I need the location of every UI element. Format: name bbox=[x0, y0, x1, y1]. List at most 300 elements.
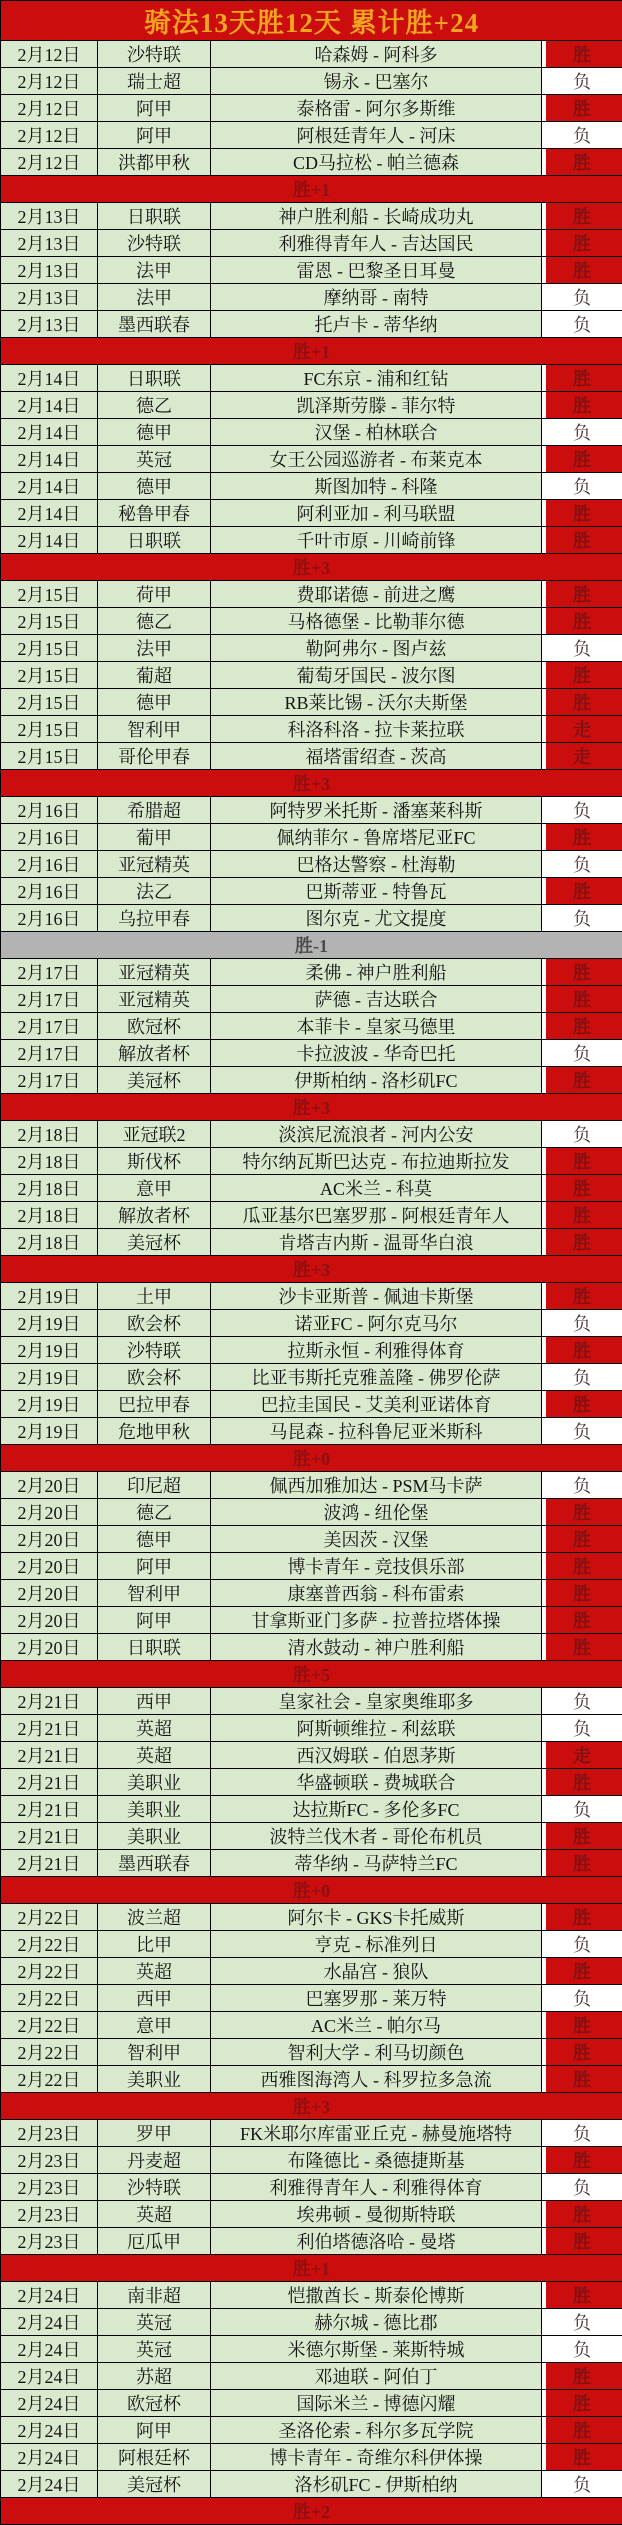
result-cell: 胜 bbox=[542, 365, 622, 392]
date-cell: 2月20日 bbox=[1, 1634, 98, 1661]
match-row bbox=[1, 2417, 622, 2444]
league-cell: 智利甲 bbox=[98, 716, 211, 743]
date-cell: 2月20日 bbox=[1, 1607, 98, 1634]
match-row bbox=[1, 230, 622, 257]
date-cell: 2月24日 bbox=[1, 2444, 98, 2471]
result-cell: 胜 bbox=[542, 2390, 622, 2417]
match-cell: 邓迪联 - 阿伯丁 bbox=[211, 2363, 542, 2390]
league-cell: 意甲 bbox=[98, 2012, 211, 2039]
match-row bbox=[1, 2228, 622, 2255]
date-cell: 2月18日 bbox=[1, 1121, 98, 1148]
date-cell: 2月15日 bbox=[1, 689, 98, 716]
result-cell: 负 bbox=[542, 797, 622, 824]
result-cell: 胜 bbox=[542, 230, 622, 257]
league-cell: 欧冠杯 bbox=[98, 1013, 211, 1040]
date-cell: 2月16日 bbox=[1, 797, 98, 824]
league-cell: 西甲 bbox=[98, 1985, 211, 2012]
day-summary-row bbox=[1, 1445, 622, 1472]
match-row bbox=[1, 2282, 622, 2309]
result-cell: 负 bbox=[542, 2120, 622, 2147]
date-cell: 2月24日 bbox=[1, 2282, 98, 2309]
result-cell: 负 bbox=[542, 284, 622, 311]
match-row bbox=[1, 2309, 622, 2336]
match-row bbox=[1, 122, 622, 149]
page-title: 骑法13天胜12天 累计胜+24 bbox=[1, 1, 622, 41]
match-cell: RB莱比锡 - 沃尔夫斯堡 bbox=[211, 689, 542, 716]
date-cell: 2月19日 bbox=[1, 1337, 98, 1364]
date-cell: 2月20日 bbox=[1, 1553, 98, 1580]
result-cell: 胜 bbox=[542, 986, 622, 1013]
league-cell: 沙特联 bbox=[98, 1337, 211, 1364]
day-summary-row bbox=[1, 770, 622, 797]
result-cell: 负 bbox=[542, 1472, 622, 1499]
result-cell: 胜 bbox=[542, 2039, 622, 2066]
match-row bbox=[1, 392, 622, 419]
result-cell: 负 bbox=[542, 1364, 622, 1391]
date-cell: 2月19日 bbox=[1, 1418, 98, 1445]
match-cell: 国际米兰 - 博德闪耀 bbox=[211, 2390, 542, 2417]
day-summary: 胜+0 bbox=[1, 1877, 622, 1904]
date-cell: 2月22日 bbox=[1, 2039, 98, 2066]
day-summary: 胜+0 bbox=[1, 1445, 622, 1472]
league-cell: 南非超 bbox=[98, 2282, 211, 2309]
match-cell: 智利大学 - 利马切颜色 bbox=[211, 2039, 542, 2066]
day-summary: 胜+3 bbox=[1, 554, 622, 581]
league-cell: 欧会杯 bbox=[98, 1364, 211, 1391]
result-cell: 胜 bbox=[542, 1499, 622, 1526]
result-cell: 负 bbox=[542, 2309, 622, 2336]
date-cell: 2月16日 bbox=[1, 878, 98, 905]
match-row bbox=[1, 1823, 622, 1850]
date-cell: 2月15日 bbox=[1, 635, 98, 662]
league-cell: 英冠 bbox=[98, 446, 211, 473]
result-cell: 胜 bbox=[542, 1067, 622, 1094]
result-cell: 胜 bbox=[542, 1283, 622, 1310]
day-summary-row bbox=[1, 2093, 622, 2120]
match-cell: 瓜亚基尔巴塞罗那 - 阿根廷青年人 bbox=[211, 1202, 542, 1229]
date-cell: 2月20日 bbox=[1, 1472, 98, 1499]
day-summary: 胜+3 bbox=[1, 2093, 622, 2120]
result-cell: 负 bbox=[542, 1121, 622, 1148]
match-cell: 伊斯柏纳 - 洛杉矶FC bbox=[211, 1067, 542, 1094]
match-cell: 佩西加雅加达 - PSM马卡萨 bbox=[211, 1472, 542, 1499]
league-cell: 罗甲 bbox=[98, 2120, 211, 2147]
league-cell: 阿甲 bbox=[98, 1607, 211, 1634]
day-summary-row bbox=[1, 1661, 622, 1688]
match-row bbox=[1, 284, 622, 311]
match-cell: 女王公园巡游者 - 布莱克本 bbox=[211, 446, 542, 473]
league-cell: 法甲 bbox=[98, 635, 211, 662]
match-cell: 利雅得青年人 - 利雅得体育 bbox=[211, 2174, 542, 2201]
match-row bbox=[1, 689, 622, 716]
result-cell: 胜 bbox=[542, 1526, 622, 1553]
result-cell: 胜 bbox=[542, 1850, 622, 1877]
match-cell: 埃弗顿 - 曼彻斯特联 bbox=[211, 2201, 542, 2228]
match-cell: 萨德 - 吉达联合 bbox=[211, 986, 542, 1013]
match-row bbox=[1, 2390, 622, 2417]
date-cell: 2月20日 bbox=[1, 1580, 98, 1607]
date-cell: 2月13日 bbox=[1, 311, 98, 338]
match-row bbox=[1, 1715, 622, 1742]
match-row bbox=[1, 1202, 622, 1229]
match-row bbox=[1, 1958, 622, 1985]
date-cell: 2月17日 bbox=[1, 1013, 98, 1040]
league-cell: 巴拉甲春 bbox=[98, 1391, 211, 1418]
day-summary: 胜+5 bbox=[1, 1661, 622, 1688]
match-row bbox=[1, 2471, 622, 2498]
league-cell: 德乙 bbox=[98, 392, 211, 419]
result-cell: 胜 bbox=[542, 1634, 622, 1661]
date-cell: 2月15日 bbox=[1, 662, 98, 689]
league-cell: 亚冠精英 bbox=[98, 959, 211, 986]
result-cell: 负 bbox=[542, 311, 622, 338]
league-cell: 日职联 bbox=[98, 203, 211, 230]
date-cell: 2月15日 bbox=[1, 743, 98, 770]
match-row bbox=[1, 95, 622, 122]
match-row bbox=[1, 1040, 622, 1067]
league-cell: 阿甲 bbox=[98, 2417, 211, 2444]
date-cell: 2月17日 bbox=[1, 959, 98, 986]
date-cell: 2月14日 bbox=[1, 365, 98, 392]
match-cell: 西汉姆联 - 伯恩茅斯 bbox=[211, 1742, 542, 1769]
match-row bbox=[1, 527, 622, 554]
match-row bbox=[1, 1418, 622, 1445]
date-cell: 2月19日 bbox=[1, 1391, 98, 1418]
match-row bbox=[1, 2039, 622, 2066]
league-cell: 英超 bbox=[98, 1715, 211, 1742]
result-cell: 胜 bbox=[542, 2066, 622, 2093]
match-row bbox=[1, 1148, 622, 1175]
match-row bbox=[1, 1742, 622, 1769]
match-row bbox=[1, 1931, 622, 1958]
result-cell: 胜 bbox=[542, 446, 622, 473]
league-cell: 墨西联春 bbox=[98, 1850, 211, 1877]
day-summary: 胜+3 bbox=[1, 770, 622, 797]
result-cell: 负 bbox=[542, 473, 622, 500]
match-row bbox=[1, 1850, 622, 1877]
match-cell: 布隆德比 - 桑德捷斯基 bbox=[211, 2147, 542, 2174]
date-cell: 2月18日 bbox=[1, 1229, 98, 1256]
date-cell: 2月20日 bbox=[1, 1499, 98, 1526]
date-cell: 2月12日 bbox=[1, 95, 98, 122]
date-cell: 2月13日 bbox=[1, 203, 98, 230]
day-summary: 胜+1 bbox=[1, 2255, 622, 2282]
league-cell: 德甲 bbox=[98, 689, 211, 716]
match-cell: 柔佛 - 神户胜利船 bbox=[211, 959, 542, 986]
match-cell: 华盛顿联 - 费城联合 bbox=[211, 1769, 542, 1796]
match-row bbox=[1, 851, 622, 878]
league-cell: 日职联 bbox=[98, 527, 211, 554]
match-cell: AC米兰 - 科莫 bbox=[211, 1175, 542, 1202]
match-row bbox=[1, 1553, 622, 1580]
day-summary: 胜+2 bbox=[1, 2498, 622, 2525]
date-cell: 2月12日 bbox=[1, 122, 98, 149]
match-row bbox=[1, 716, 622, 743]
results-table-body bbox=[1, 1, 622, 2525]
league-cell: 美职业 bbox=[98, 1769, 211, 1796]
date-cell: 2月21日 bbox=[1, 1796, 98, 1823]
match-cell: 波鸿 - 纽伦堡 bbox=[211, 1499, 542, 1526]
match-cell: 恺撒酋长 - 斯泰伦博斯 bbox=[211, 2282, 542, 2309]
match-cell: 肯塔吉内斯 - 温哥华白浪 bbox=[211, 1229, 542, 1256]
date-cell: 2月17日 bbox=[1, 986, 98, 1013]
league-cell: 比甲 bbox=[98, 1931, 211, 1958]
league-cell: 希腊超 bbox=[98, 797, 211, 824]
result-cell: 负 bbox=[542, 122, 622, 149]
match-row bbox=[1, 311, 622, 338]
date-cell: 2月15日 bbox=[1, 608, 98, 635]
date-cell: 2月14日 bbox=[1, 392, 98, 419]
date-cell: 2月24日 bbox=[1, 2417, 98, 2444]
match-cell: 本菲卡 - 皇家马德里 bbox=[211, 1013, 542, 1040]
match-row bbox=[1, 1391, 622, 1418]
league-cell: 德乙 bbox=[98, 1499, 211, 1526]
match-row bbox=[1, 635, 622, 662]
match-cell: 福塔雷绍查 - 茨高 bbox=[211, 743, 542, 770]
day-summary-row bbox=[1, 1877, 622, 1904]
match-row bbox=[1, 2012, 622, 2039]
result-cell: 负 bbox=[542, 905, 622, 932]
league-cell: 秘鲁甲春 bbox=[98, 500, 211, 527]
date-cell: 2月20日 bbox=[1, 1526, 98, 1553]
date-cell: 2月16日 bbox=[1, 905, 98, 932]
date-cell: 2月18日 bbox=[1, 1148, 98, 1175]
league-cell: 荷甲 bbox=[98, 581, 211, 608]
match-cell: 马格德堡 - 比勒菲尔德 bbox=[211, 608, 542, 635]
match-row bbox=[1, 2120, 622, 2147]
date-cell: 2月13日 bbox=[1, 230, 98, 257]
match-cell: 勒阿弗尔 - 图卢兹 bbox=[211, 635, 542, 662]
match-cell: 康塞普西翁 - 科布雷索 bbox=[211, 1580, 542, 1607]
match-cell: 甘拿斯亚门多萨 - 拉普拉塔体操 bbox=[211, 1607, 542, 1634]
result-cell: 负 bbox=[542, 851, 622, 878]
result-cell: 负 bbox=[542, 1040, 622, 1067]
result-cell: 胜 bbox=[542, 257, 622, 284]
match-row bbox=[1, 1229, 622, 1256]
date-cell: 2月18日 bbox=[1, 1202, 98, 1229]
league-cell: 乌拉甲春 bbox=[98, 905, 211, 932]
result-cell: 胜 bbox=[542, 527, 622, 554]
match-cell: 卡拉波波 - 华奇巴托 bbox=[211, 1040, 542, 1067]
league-cell: 阿甲 bbox=[98, 122, 211, 149]
league-cell: 日职联 bbox=[98, 365, 211, 392]
league-cell: 美职业 bbox=[98, 1823, 211, 1850]
match-cell: 洛杉矶FC - 伊斯柏纳 bbox=[211, 2471, 542, 2498]
day-summary: 胜+3 bbox=[1, 1256, 622, 1283]
match-cell: 西雅图海湾人 - 科罗拉多急流 bbox=[211, 2066, 542, 2093]
match-row bbox=[1, 149, 622, 176]
match-row bbox=[1, 959, 622, 986]
league-cell: 厄瓜甲 bbox=[98, 2228, 211, 2255]
result-cell: 胜 bbox=[542, 608, 622, 635]
match-row bbox=[1, 1985, 622, 2012]
date-cell: 2月15日 bbox=[1, 716, 98, 743]
match-cell: 凯泽斯劳滕 - 菲尔特 bbox=[211, 392, 542, 419]
match-cell: 科洛科洛 - 拉卡莱拉联 bbox=[211, 716, 542, 743]
date-cell: 2月16日 bbox=[1, 824, 98, 851]
match-cell: 特尔纳瓦斯巴达克 - 布拉迪斯拉发 bbox=[211, 1148, 542, 1175]
day-summary: 胜+1 bbox=[1, 338, 622, 365]
day-summary-row bbox=[1, 338, 622, 365]
match-row bbox=[1, 1364, 622, 1391]
result-cell: 胜 bbox=[542, 2147, 622, 2174]
date-cell: 2月22日 bbox=[1, 2012, 98, 2039]
league-cell: 印尼超 bbox=[98, 1472, 211, 1499]
date-cell: 2月17日 bbox=[1, 1040, 98, 1067]
day-summary-row bbox=[1, 554, 622, 581]
date-cell: 2月22日 bbox=[1, 2066, 98, 2093]
league-cell: 波兰超 bbox=[98, 1904, 211, 1931]
date-cell: 2月14日 bbox=[1, 500, 98, 527]
match-cell: 阿特罗米托斯 - 潘塞莱科斯 bbox=[211, 797, 542, 824]
league-cell: 美职业 bbox=[98, 1796, 211, 1823]
league-cell: 英超 bbox=[98, 1742, 211, 1769]
league-cell: 欧冠杯 bbox=[98, 2390, 211, 2417]
match-row bbox=[1, 68, 622, 95]
result-cell: 胜 bbox=[542, 500, 622, 527]
result-cell: 胜 bbox=[542, 1958, 622, 1985]
day-summary-row bbox=[1, 932, 622, 959]
result-cell: 负 bbox=[542, 1985, 622, 2012]
match-row bbox=[1, 1688, 622, 1715]
match-row bbox=[1, 1499, 622, 1526]
result-cell: 胜 bbox=[542, 149, 622, 176]
result-cell: 负 bbox=[542, 68, 622, 95]
result-cell: 走 bbox=[542, 1742, 622, 1769]
result-cell: 胜 bbox=[542, 662, 622, 689]
league-cell: 阿甲 bbox=[98, 1553, 211, 1580]
result-cell: 胜 bbox=[542, 824, 622, 851]
league-cell: 英超 bbox=[98, 2201, 211, 2228]
result-cell: 胜 bbox=[542, 1823, 622, 1850]
match-row bbox=[1, 1472, 622, 1499]
match-cell: 沙卡亚斯普 - 佩迪卡斯堡 bbox=[211, 1283, 542, 1310]
league-cell: 法甲 bbox=[98, 257, 211, 284]
match-row bbox=[1, 581, 622, 608]
day-summary-row bbox=[1, 1256, 622, 1283]
match-cell: FC东京 - 浦和红钻 bbox=[211, 365, 542, 392]
league-cell: 葡超 bbox=[98, 662, 211, 689]
league-cell: 意甲 bbox=[98, 1175, 211, 1202]
date-cell: 2月22日 bbox=[1, 1904, 98, 1931]
date-cell: 2月21日 bbox=[1, 1769, 98, 1796]
match-row bbox=[1, 1121, 622, 1148]
date-cell: 2月23日 bbox=[1, 2174, 98, 2201]
date-cell: 2月19日 bbox=[1, 1283, 98, 1310]
date-cell: 2月22日 bbox=[1, 1931, 98, 1958]
date-cell: 2月18日 bbox=[1, 1175, 98, 1202]
match-cell: 波特兰伐木者 - 哥伦布机员 bbox=[211, 1823, 542, 1850]
match-row bbox=[1, 986, 622, 1013]
match-row bbox=[1, 1796, 622, 1823]
date-cell: 2月13日 bbox=[1, 257, 98, 284]
match-row bbox=[1, 419, 622, 446]
result-cell: 胜 bbox=[542, 392, 622, 419]
league-cell: 美冠杯 bbox=[98, 1067, 211, 1094]
date-cell: 2月23日 bbox=[1, 2147, 98, 2174]
match-cell: 巴格达警察 - 杜海勒 bbox=[211, 851, 542, 878]
match-cell: 汉堡 - 柏林联合 bbox=[211, 419, 542, 446]
league-cell: 沙特联 bbox=[98, 41, 211, 68]
result-cell: 胜 bbox=[542, 1607, 622, 1634]
result-cell: 胜 bbox=[542, 2363, 622, 2390]
league-cell: 洪都甲秋 bbox=[98, 149, 211, 176]
match-cell: 美因茨 - 汉堡 bbox=[211, 1526, 542, 1553]
match-cell: 水晶宫 - 狼队 bbox=[211, 1958, 542, 1985]
match-cell: 费耶诺德 - 前进之鹰 bbox=[211, 581, 542, 608]
league-cell: 欧会杯 bbox=[98, 1310, 211, 1337]
match-row bbox=[1, 41, 622, 68]
result-cell: 胜 bbox=[542, 878, 622, 905]
match-row bbox=[1, 1310, 622, 1337]
match-row bbox=[1, 2174, 622, 2201]
league-cell: 智利甲 bbox=[98, 2039, 211, 2066]
match-row bbox=[1, 2066, 622, 2093]
match-cell: 哈森姆 - 阿科多 bbox=[211, 41, 542, 68]
match-row bbox=[1, 1337, 622, 1364]
match-cell: 诺亚FC - 阿尔克马尔 bbox=[211, 1310, 542, 1337]
result-cell: 负 bbox=[542, 1931, 622, 1958]
day-summary: 胜-1 bbox=[1, 932, 622, 959]
match-row bbox=[1, 2147, 622, 2174]
date-cell: 2月15日 bbox=[1, 581, 98, 608]
match-cell: 淡滨尼流浪者 - 河内公安 bbox=[211, 1121, 542, 1148]
result-cell: 负 bbox=[542, 1715, 622, 1742]
match-row bbox=[1, 203, 622, 230]
match-row bbox=[1, 2363, 622, 2390]
date-cell: 2月21日 bbox=[1, 1688, 98, 1715]
date-cell: 2月24日 bbox=[1, 2363, 98, 2390]
date-cell: 2月22日 bbox=[1, 1958, 98, 1985]
date-cell: 2月24日 bbox=[1, 2471, 98, 2498]
match-cell: CD马拉松 - 帕兰德森 bbox=[211, 149, 542, 176]
league-cell: 亚冠联2 bbox=[98, 1121, 211, 1148]
date-cell: 2月24日 bbox=[1, 2309, 98, 2336]
league-cell: 哥伦甲春 bbox=[98, 743, 211, 770]
result-cell: 胜 bbox=[542, 1391, 622, 1418]
day-summary: 胜+1 bbox=[1, 176, 622, 203]
match-cell: 斯图加特 - 科隆 bbox=[211, 473, 542, 500]
match-cell: 阿尔卡 - GKS卡托威斯 bbox=[211, 1904, 542, 1931]
match-row bbox=[1, 1526, 622, 1553]
date-cell: 2月14日 bbox=[1, 446, 98, 473]
match-cell: 皇家社会 - 皇家奥维耶多 bbox=[211, 1688, 542, 1715]
match-cell: 亨克 - 标准列日 bbox=[211, 1931, 542, 1958]
match-cell: 比亚韦斯托克雅盖隆 - 佛罗伦萨 bbox=[211, 1364, 542, 1391]
match-row bbox=[1, 446, 622, 473]
date-cell: 2月17日 bbox=[1, 1067, 98, 1094]
league-cell: 阿根廷杯 bbox=[98, 2444, 211, 2471]
match-cell: 达拉斯FC - 多伦多FC bbox=[211, 1796, 542, 1823]
match-cell: 阿根廷青年人 - 河床 bbox=[211, 122, 542, 149]
match-cell: 蒂华纳 - 马萨特兰FC bbox=[211, 1850, 542, 1877]
match-row bbox=[1, 1013, 622, 1040]
league-cell: 英冠 bbox=[98, 2336, 211, 2363]
date-cell: 2月24日 bbox=[1, 2390, 98, 2417]
league-cell: 日职联 bbox=[98, 1634, 211, 1661]
match-row bbox=[1, 1904, 622, 1931]
day-summary-row bbox=[1, 2498, 622, 2525]
result-cell: 走 bbox=[542, 743, 622, 770]
result-cell: 负 bbox=[542, 1796, 622, 1823]
league-cell: 土甲 bbox=[98, 1283, 211, 1310]
match-cell: 托卢卡 - 蒂华纳 bbox=[211, 311, 542, 338]
match-row bbox=[1, 662, 622, 689]
date-cell: 2月13日 bbox=[1, 284, 98, 311]
league-cell: 德甲 bbox=[98, 1526, 211, 1553]
result-cell: 负 bbox=[542, 1310, 622, 1337]
match-cell: AC米兰 - 帕尔马 bbox=[211, 2012, 542, 2039]
